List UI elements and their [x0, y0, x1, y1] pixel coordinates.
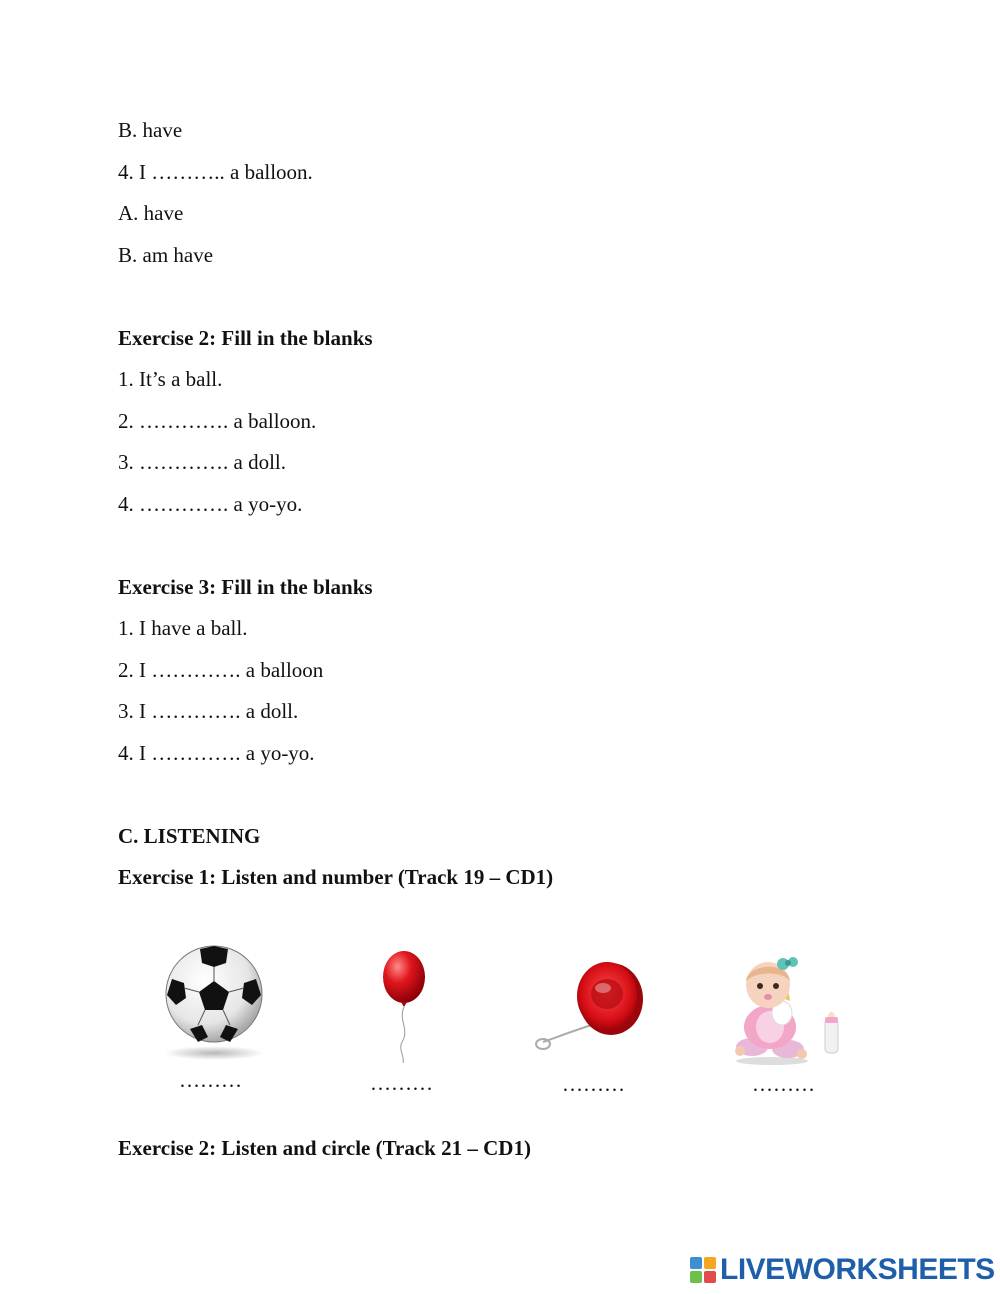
answer-blank-yoyo[interactable]: ………: [562, 1072, 625, 1096]
logo-text: LIVEWORKSHEETS: [720, 1253, 995, 1286]
ex2-item-1: 1. It’s a ball.: [118, 367, 223, 391]
listening-exercise-1-title: Exercise 1: Listen and number (Track 19 – CD1): [118, 865, 554, 889]
ex3-item-2: 2. I …………. a balloon: [118, 658, 324, 682]
liveworksheets-logo: [690, 1253, 995, 1287]
ex2-item-2: 2. …………. a balloon.: [118, 409, 317, 433]
ex2-item-3: 3. …………. a doll.: [118, 450, 286, 474]
ex3-item-1: 1. I have a ball.: [118, 616, 248, 640]
soccer-ball-icon: [160, 943, 270, 1068]
listening-section-title: C. LISTENING: [118, 824, 261, 848]
logo-mark-icon: [690, 1257, 716, 1283]
doll-icon: [730, 955, 842, 1072]
yoyo-icon: [535, 958, 663, 1059]
answer-blank-doll[interactable]: ………: [752, 1072, 815, 1096]
option-b-am-have: B. am have: [118, 243, 214, 267]
exercise-2-title: Exercise 2: Fill in the blanks: [118, 326, 373, 350]
balloon-icon: [378, 950, 432, 1070]
listening-exercise-2-title: Exercise 2: Listen and circle (Track 21 – CD1): [118, 1136, 531, 1160]
ex3-item-3: 3. I …………. a doll.: [118, 699, 299, 723]
exercise-3-title: Exercise 3: Fill in the blanks: [118, 575, 373, 599]
option-a-have: A. have: [118, 201, 184, 225]
question-4: 4. I ……….. a balloon.: [118, 160, 313, 184]
ex2-item-4: 4. …………. a yo-yo.: [118, 492, 303, 516]
ex3-item-4: 4. I …………. a yo-yo.: [118, 741, 315, 765]
answer-blank-ball[interactable]: ………: [179, 1068, 242, 1092]
answer-blank-balloon[interactable]: ………: [370, 1071, 433, 1095]
option-b-have: B. have: [118, 118, 183, 142]
